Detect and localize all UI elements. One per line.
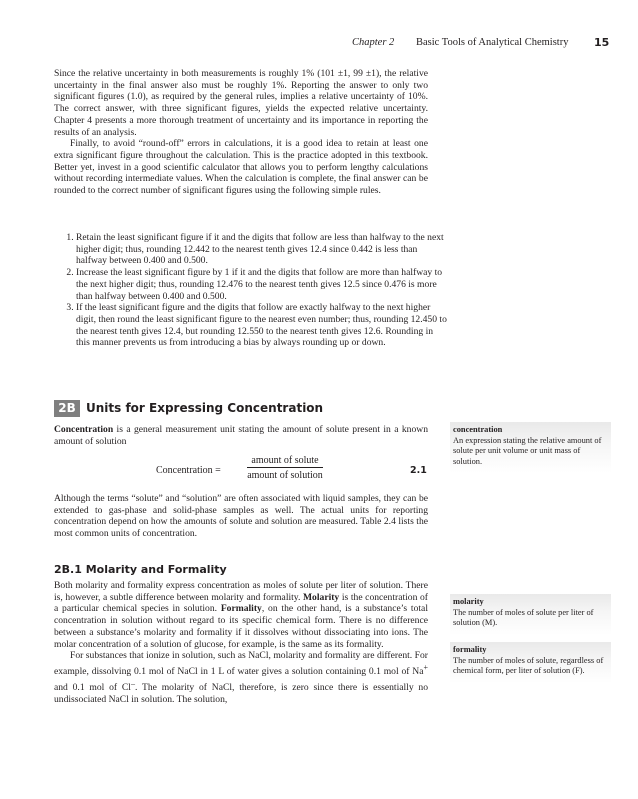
margin-note-formality [450,642,611,683]
margin-term: formality [453,645,487,654]
margin-term: molarity [453,597,484,606]
rounding-rules-list [58,232,448,349]
paragraph: Finally, to avoid “round-off” errors in calculations, it is a good idea to retain at least one extra significant figure throughout the calculation. This is the practice adopted in this textbook. Better yet, invest in a good scientific calculator that allows you to perform lengthy calculations without recording intermediate values. When the calculation is complete, the final answer can be rounded to the correct number of significant figures using the following simple rules. [54,138,428,197]
paragraph [54,650,428,705]
superscript: – [130,678,135,688]
term-molarity: Molarity [303,591,340,603]
running-header [0,37,638,51]
text-run: . The molarity of NaCl, therefore, is zero since there is essentially no undissociated NaCl in solution. The solution, [54,682,429,705]
term-concentration: Concentration [54,424,114,435]
paragraph [54,424,428,447]
page-number: 15 [594,36,610,49]
list-item: 1. Retain the least significant figure if it and the digits that follow are less than halfway to the next higher digit; thus, rounding 12.442 to the nearest tenth gives 12.4 since 0.442 is less than halfway between 0.400 and 0.500. [76,232,448,267]
margin-definition: An expression stating the relative amount of solute per unit volume or unit mass of solution. [453,435,602,466]
equation-2-1 [54,455,428,489]
fraction-numerator: amount of solute [247,455,323,468]
text-run: is the concentration of a particular chemical species in solution. [54,591,428,615]
margin-definition: The number of moles of solute, regardless of chemical form, per liter of solution (F). [453,655,604,676]
equation-fraction [247,455,323,481]
margin-term: concentration [453,425,503,434]
section-heading [54,400,434,418]
list-item: 2. Increase the least significant figure by 1 if it and the digits that follow are more than halfway to the next higher digit; thus, rounding 12.476 to the nearest tenth gives 12.5 since 0.476 is more than halfway between 0.400 and 0.500. [76,267,448,302]
paragraph [54,580,428,650]
margin-note-molarity [450,594,611,635]
paragraph: Although the terms “solute” and “solution” are often associated with liquid samples, they can be extended to gas-phase and solid-phase samples as well. The actual units for reporting concentration depend on how the amounts of solute and solution are measured. Table 2.4 lists the most common units of concentration. [54,493,428,540]
margin-note-concentration [450,422,611,473]
list-item: 3. If the least significant figure and the digits that follow are exactly halfway to the next higher digit, then round the least significant figure to the nearest even number; thus, rounding 12.450 to the nearest tenth gives 12.4, but rounding 12.550 to the nearest tenth gives 12.6. Rounding in this manner prevents us from introducing a bias by always rounding up or down. [76,302,448,349]
section-intro [54,424,428,447]
intro-text: is a general measurement unit stating the amount of solute present in a known amount of solution [54,424,428,447]
section-number-badge: 2B [54,400,80,417]
term-formality: Formality [220,603,262,615]
paragraph: Since the relative uncertainty in both measurements is roughly 1% (101 ±1, 99 ±1), the relative uncertainty in the final answer also must be roughly 1%. Reporting the answer to only two significant figures (1.0), as required by the general rules, implies a relative uncertainty of 10%. The correct answer, with three significant figures, yields the expected relative uncertainty. Chapter 4 presents a more thorough treatment of uncertainty and its importance in reporting the results of an analysis. [54,68,428,138]
chapter-label: Chapter 2 [352,37,395,48]
subsection-heading: 2B.1 Molarity and Formality [54,563,227,576]
subsection-body [54,580,428,705]
margin-definition: The number of moles of solute per liter of solution (M). [453,607,594,628]
text-run: , on the other hand, is a substance’s total concentration in solution without regard to its specific chemical form. There is no difference between a substance’s molarity and formality if it dissolves without dissociating into ions. The molar concentration of a solution of glucose, for example, is the same as its formality. [54,603,428,650]
section-body [54,493,428,540]
section-title: Units for Expressing Concentration [86,401,324,415]
equation-number: 2.1 [410,465,427,476]
fraction-denominator: amount of solution [247,470,323,481]
equation-lhs: Concentration = [156,465,221,476]
body-text-top [54,68,428,197]
text-run: and 0.1 mol of Cl [54,682,131,693]
text-run: For substances that ionize in solution, such as NaCl, molarity and formality are different. For example, dissolving 0.1 mol of NaCl in 1 L of water gives a solution containing 0.1 mol of Na [54,650,428,678]
chapter-title: Basic Tools of Analytical Chemistry [416,37,569,48]
superscript: + [423,662,428,672]
text-run: Both molarity and formality express concentration as moles of solute per liter of solution. There is, however, a subtle difference between molarity and formality. [54,580,428,603]
